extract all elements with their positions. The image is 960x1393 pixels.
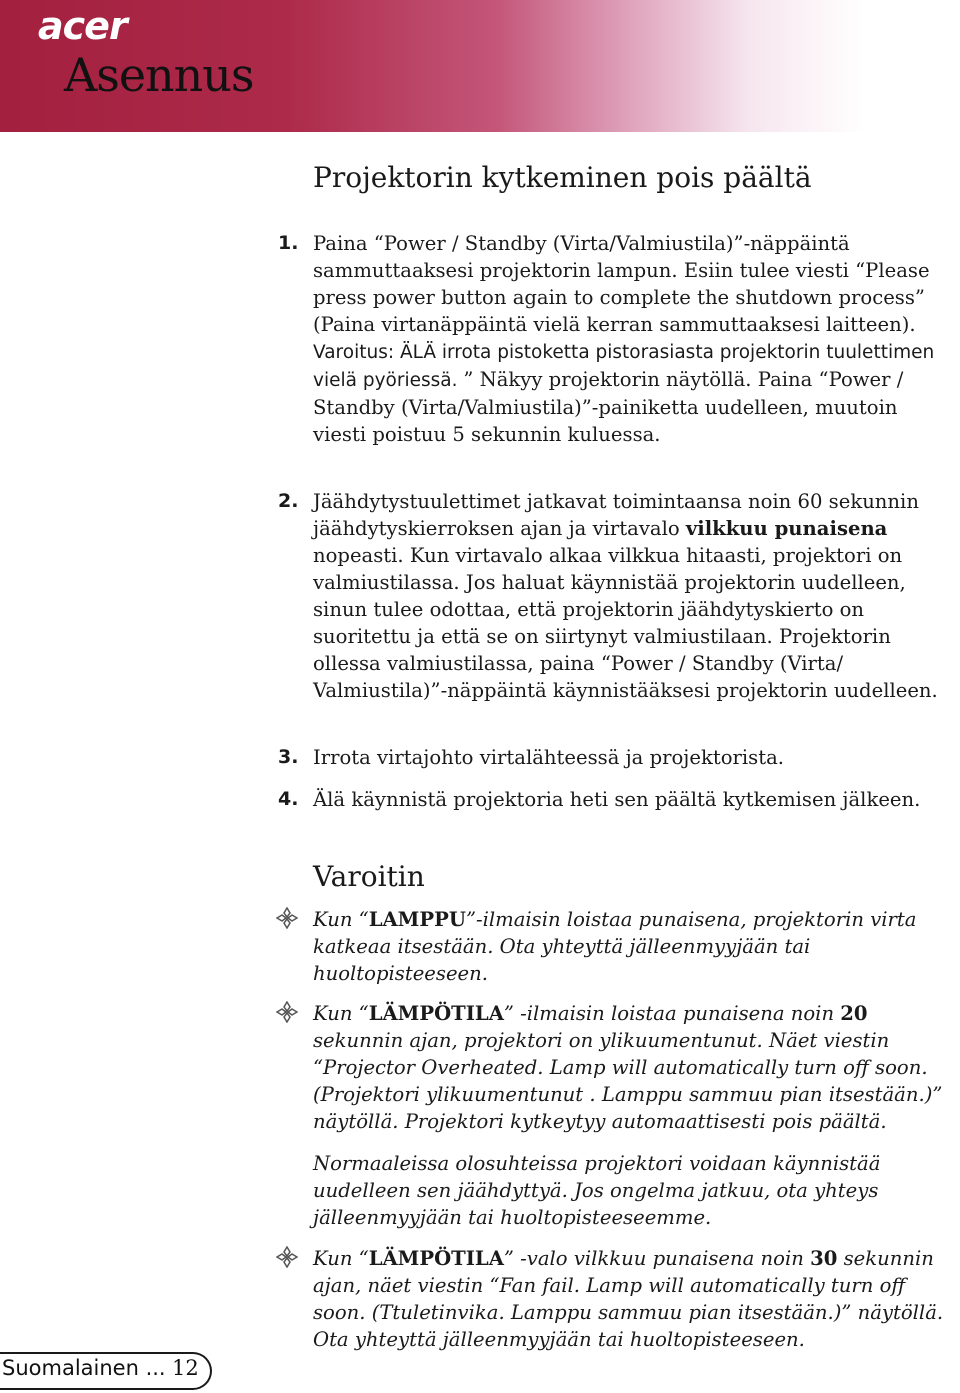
- warning-1-bold: LAMPPU: [368, 908, 466, 931]
- warning-3: [313, 1245, 953, 1353]
- warnings-heading: Varoitin: [313, 860, 425, 893]
- warning-3-pre: Kun “: [313, 1247, 369, 1270]
- diamond-bullet-icon: [276, 907, 298, 929]
- warning-1-post: ”-ilmaisin loistaa punaisena, projektorin virta katkeaa itsestään. Ota yhteyttä jälleenmyyjään tai huoltopisteeseen.: [313, 908, 917, 985]
- footer-page-number: 12: [172, 1356, 199, 1380]
- warning-2: [313, 1000, 953, 1135]
- warning-2-post: sekunnin ajan, projektori on ylikuumentunut. Näet viestin “Projector Overheated. Lamp will automatically turn off soon. (Projektori ylikuumentunut . Lamppu sammuu pian itsestään.)” näytöllä. Projektori kytkeytyy automaattisesti pois päältä.: [313, 1029, 943, 1133]
- step-2-text-a: Jäähdytystuulettimet jatkavat toimintaansa noin 60 sekunnin jäähdytyskierroksen ajan ja virtavalo: [313, 490, 919, 540]
- diamond-bullet-icon: [276, 1001, 298, 1023]
- step-number: 1.: [278, 232, 299, 254]
- warning-1-pre: Kun “: [313, 908, 369, 931]
- note-paragraph: Normaaleissa olosuhteissa projektori voidaan käynnistää uudelleen sen jäähdyttyä. Jos ongelma jatkuu, ota yhteys jälleenmyyjään tai huoltopisteeseemme.: [313, 1152, 881, 1229]
- warning-3-mid: ” -valo vilkkuu punaisena noin: [503, 1247, 811, 1270]
- warning-3-bold: LÄMPÖTILA: [368, 1247, 504, 1270]
- step-1-text-c: ” Näkyy projektorin näytöllä. Paina “Power / Standby (Virta/Valmiustila)”-painiketta uudelleen, muutoin viesti poistuu 5 sekunnin kuluessa.: [313, 368, 904, 446]
- step-number: 3.: [278, 746, 299, 768]
- warning-3-post: sekunnin ajan, näet viestin “Fan fail. Lamp will automatically turn off soon. (Ttuletinvika. Lamppu sammuu pian itsestään.)” näytöllä. Ota yhteyttä jälleenmyyjään tai huoltopisteeseen.: [313, 1247, 944, 1351]
- step-3: [278, 744, 953, 771]
- warning-1: [313, 906, 953, 987]
- step-2-bold: vilkkuu punaisena: [685, 517, 888, 540]
- warning-3-bold2: 30: [810, 1247, 838, 1270]
- warning-2-mid: ” -ilmaisin loistaa punaisena noin: [503, 1002, 841, 1025]
- step-4: [278, 786, 953, 813]
- section-title: Asennus: [64, 48, 254, 102]
- warning-2-pre: Kun “: [313, 1002, 369, 1025]
- step-2: [278, 488, 953, 704]
- step-3-text: Irrota virtajohto virtalähteessä ja projektorista.: [313, 746, 784, 769]
- page-heading: Projektorin kytkeminen pois päältä: [313, 161, 812, 194]
- warning-2-bold: LÄMPÖTILA: [368, 1002, 504, 1025]
- step-1-text-a: Paina “Power / Standby (Virta/Valmiustila)”-näppäintä sammuttaaksesi projektorin lampun. Esiin tulee viesti “Please press power button again to complete the shutdown process” (Paina virtanäppäintä vielä kerran sammuttaaksesi laitteen).: [313, 232, 930, 336]
- footer-language: Suomalainen ...: [2, 1356, 166, 1380]
- diamond-bullet-icon: [276, 1246, 298, 1268]
- step-1: [278, 230, 953, 448]
- step-number: 4.: [278, 788, 299, 810]
- step-4-text: Älä käynnistä projektoria heti sen päältä kytkemisen jälkeen.: [313, 788, 921, 811]
- step-1-warning: Varoitus: ÄLÄ irrota pistoketta pistorasiasta projektorin tuulettimen vielä pyöriessä.: [313, 342, 935, 391]
- step-number: 2.: [278, 490, 299, 512]
- header-banner: [0, 0, 960, 132]
- step-2-text-c: nopeasti. Kun virtavalo alkaa vilkkua hitaasti, projektori on valmiustilassa. Jos haluat käynnistää projektorin uudelleen, sinun tulee odottaa, että projektorin jäähdytyskierto on suoritettu ja että se on siirtynyt valmiustilaan. Projektorin ollessa valmiustilassa, paina “Power / Standby (Virta/ Valmiustila)”-näppäintä käynnistääksesi projektorin uudelleen.: [313, 544, 938, 702]
- acer-logo: acer: [38, 4, 127, 48]
- warning-2-bold2: 20: [840, 1002, 868, 1025]
